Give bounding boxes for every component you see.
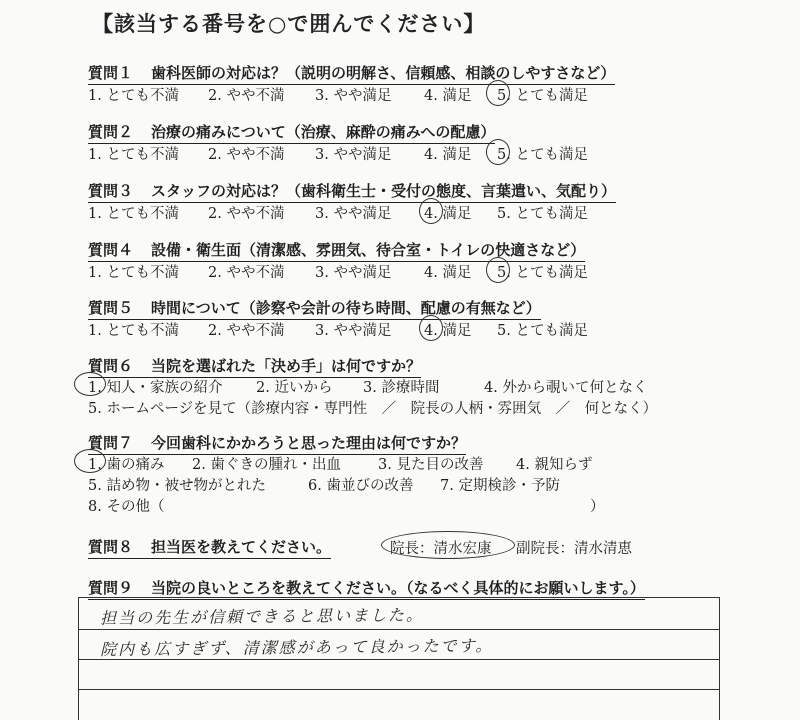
instruction-header: 【該当する番号を○で囲んでください】 [92,11,486,36]
q7-option-6[interactable]: 6. 歯並びの改善 [308,478,414,494]
question-4-number: 質問４ [88,241,134,259]
question-7-text: 今回歯科にかかろうと思った理由は何ですか？ [151,434,467,452]
answer-box-top-line [78,597,720,598]
q1-option-5[interactable]: 5. とても満足 [497,88,588,104]
q5-option-2[interactable]: 2. やや不満 [208,323,285,339]
q7-other-close-paren: ） [590,499,605,515]
answer-line [78,689,720,690]
answer-box-left-border [78,597,79,720]
question-2-text: 治療の痛みについて（治療、麻酔の痛みへの配慮） [151,123,496,141]
q5-option-1[interactable]: 1. とても不満 [88,323,179,339]
question-1-number: 質問１ [88,64,134,82]
q2-option-4[interactable]: 4. 満足 [424,147,472,163]
q6-option-2[interactable]: 2. 近いから [256,380,333,396]
q2-option-5[interactable]: 5. とても満足 [497,147,588,163]
question-7-title [88,432,466,455]
q3-option-2[interactable]: 2. やや不満 [208,206,285,222]
question-8-number: 質問８ [88,538,134,556]
question-6-number: 質問６ [88,357,134,375]
question-7-number: 質問７ [88,434,134,452]
q4-option-3[interactable]: 3. やや満足 [315,265,392,281]
q3-option-5[interactable]: 5. とても満足 [497,206,588,222]
question-5-number: 質問５ [88,299,134,317]
q4-option-4[interactable]: 4. 満足 [424,265,472,281]
q1-option-4[interactable]: 4. 満足 [424,88,472,104]
answer-box-right-border [719,597,720,720]
q5-option-3[interactable]: 3. やや満足 [315,323,392,339]
q5-option-5[interactable]: 5. とても満足 [497,323,588,339]
question-1-text: 歯科医師の対応は？（説明の明解さ、信頼感、相談のしやすさなど） [151,64,616,82]
answer-line [78,629,720,630]
q3-option-1[interactable]: 1. とても不満 [88,206,179,222]
doctor-option-director[interactable]: 院長：清水宏康 [390,541,492,557]
q7-option-5[interactable]: 5. 詰め物・被せ物がとれた [88,478,266,494]
question-7-options-row3 [88,495,608,515]
question-8-text: 担当医を教えてください。 [151,538,332,556]
q7-option-1[interactable]: 1. 歯の痛み [88,457,165,473]
q4-option-5[interactable]: 5. とても満足 [497,265,588,281]
q2-option-1[interactable]: 1. とても不満 [88,147,179,163]
question-8-title [88,536,331,559]
q7-option-4[interactable]: 4. 親知らず [516,457,593,473]
q6-option-1[interactable]: 1. 知人・家族の紹介 [88,380,223,396]
handwritten-answer-line-2: 院内も広すぎず、清潔感があって良かったです。 [99,635,494,660]
q5-option-4[interactable]: 4. 満足 [424,323,472,339]
q1-option-3[interactable]: 3. やや満足 [315,88,392,104]
question-3-text: スタッフの対応は？（歯科衛生士・受付の態度、言葉遣い、気配り） [151,182,617,200]
q6-option-5[interactable]: 5. ホームページを見て（診療内容・専門性 ／ 院長の人柄・雰囲気 ／ 何となく） [88,401,658,417]
doctor-option-vice-director[interactable]: 副院長：清水清恵 [516,541,632,557]
handwritten-answer-line-1: 担当の先生が信頼できると思いました。 [99,605,425,628]
question-4-text: 設備・衛生面（清潔感、雰囲気、待合室・トイレの快適さなど） [151,241,586,259]
q4-option-1[interactable]: 1. とても不満 [88,265,179,281]
q2-option-2[interactable]: 2. やや不満 [208,147,285,163]
q7-option-7[interactable]: 7. 定期検診・予防 [440,478,560,494]
question-5-title [88,297,541,320]
question-9-number: 質問９ [88,579,134,597]
question-5-text: 時間について（診察や会計の待ち時間、配慮の有無など） [151,299,541,317]
q7-option-8[interactable]: 8. その他（ [88,499,165,515]
question-6-text: 当院を選ばれた「決め手」は何ですか？ [151,357,422,375]
q3-option-4[interactable]: 4. 満足 [424,206,472,222]
q4-option-2[interactable]: 2. やや不満 [208,265,285,281]
question-4-title [88,239,585,262]
q1-option-1[interactable]: 1. とても不満 [88,88,179,104]
q3-option-3[interactable]: 3. やや満足 [315,206,392,222]
q6-option-4[interactable]: 4. 外から覗いて何となく [484,380,648,396]
q6-option-3[interactable]: 3. 診療時間 [363,380,440,396]
question-3-number: 質問３ [88,182,134,200]
question-9-text: 当院の良いところを教えてください。（なるべく具体的にお願いします。） [151,579,645,597]
question-2-number: 質問２ [88,123,134,141]
question-2-title [88,121,495,144]
question-1-title [88,62,615,85]
q7-option-2[interactable]: 2. 歯ぐきの腫れ・出血 [192,457,341,473]
q7-option-3[interactable]: 3. 見た目の改善 [378,457,484,473]
question-6-title [88,355,421,378]
question-3-title [88,180,616,203]
q2-option-3[interactable]: 3. やや満足 [315,147,392,163]
q1-option-2[interactable]: 2. やや不満 [208,88,285,104]
